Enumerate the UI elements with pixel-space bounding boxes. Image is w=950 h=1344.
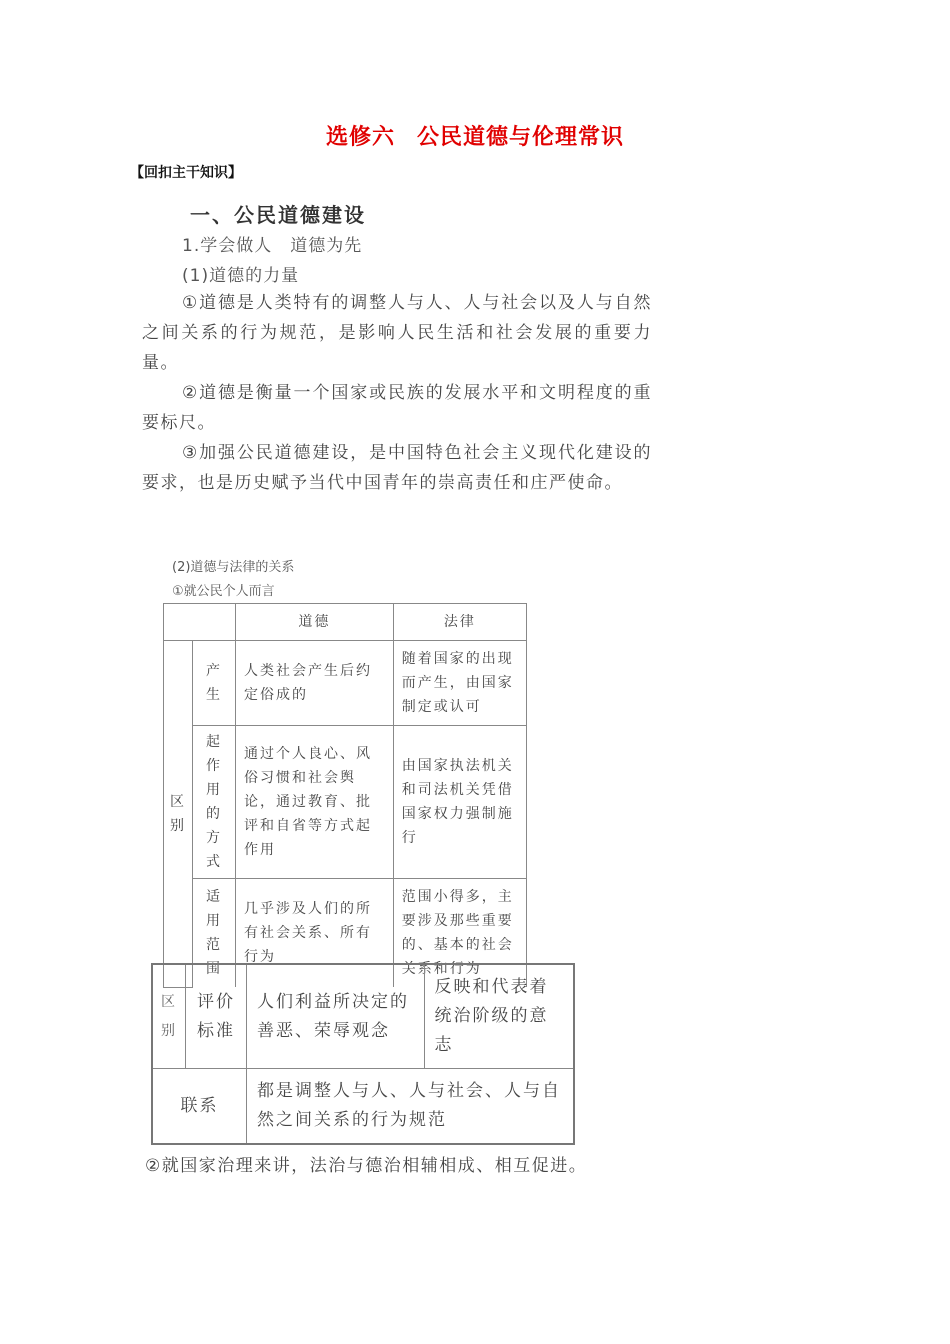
row-label-origin: 产生: [193, 641, 236, 726]
cell-morality-origin: 人类社会产生后约定俗成的: [236, 641, 394, 726]
row-label-link: 联系: [152, 1069, 247, 1145]
heading-learn-to-be-human: 1.学会做人 道德为先: [182, 236, 363, 256]
paragraph-3: ③加强公民道德建设，是中国特色社会主义现代化建设的要求，也是历史赋予当代中国青年的崇高责任和庄严使命。: [142, 443, 652, 493]
page-title: [0, 120, 950, 151]
cell-law-mode: 由国家执法机关和司法机关凭借国家权力强制施行: [393, 726, 526, 879]
table-row: [152, 964, 574, 1069]
cell-law-scope: 范围小得多，主要涉及那些重要的、基本的社会关系和行为: [393, 879, 526, 988]
cell-law-criteria: 反映和代表着统治阶级的意志: [424, 964, 574, 1069]
title-part-2: 公民道德与伦理常识: [417, 125, 625, 150]
row-label-mode: 起作用的方式: [193, 726, 236, 879]
table-row: [152, 1069, 574, 1145]
heading-power-of-morality: (1)道德的力量: [182, 266, 300, 286]
section-tag: 【回扣主干知识】: [130, 165, 242, 181]
paragraph-1: ①道德是人类特有的调整人与人、人与社会以及人与自然之间关系的行为规范，是影响人民生活和社会发展的重要力量。: [142, 293, 652, 373]
cell-morality-scope: 几乎涉及人们的所有社会关系、所有行为: [236, 879, 394, 988]
subpoint-individual: ①就公民个人而言: [172, 584, 275, 599]
table-row: [164, 726, 527, 879]
morality-law-table-part1: [163, 603, 527, 988]
group-label-difference-2: 区别: [152, 964, 186, 1069]
title-part-1: 选修六: [325, 125, 395, 150]
cell-morality-criteria: 人们利益所决定的善恶、荣辱观念: [247, 964, 425, 1069]
row-label-criteria: 评价标准: [186, 964, 247, 1069]
table-header-row: [164, 604, 527, 641]
paragraph-2: ②道德是衡量一个国家或民族的发展水平和文明程度的重要标尺。: [142, 383, 652, 433]
cell-link: 都是调整人与人、人与社会、人与自然之间关系的行为规范: [247, 1069, 575, 1145]
group-label-difference: 区别: [164, 641, 193, 988]
subheading-morality-law: (2)道德与法律的关系: [172, 560, 295, 575]
col-header-morality: 道德: [236, 604, 394, 641]
row-label-scope: 适用范围: [193, 879, 236, 988]
heading-citizen-morality: 一、公民道德建设: [190, 203, 366, 227]
closing-point: ②就国家治理来讲，法治与德治相辅相成、相互促进。: [145, 1156, 588, 1176]
morality-law-table-part2: [151, 963, 575, 1145]
table-corner-cell: [164, 604, 236, 641]
table-row: [164, 641, 527, 726]
cell-morality-mode: 通过个人良心、风俗习惯和社会舆论，通过教育、批评和自省等方式起作用: [236, 726, 394, 879]
cell-law-origin: 随着国家的出现而产生，由国家制定或认可: [393, 641, 526, 726]
col-header-law: 法律: [393, 604, 526, 641]
